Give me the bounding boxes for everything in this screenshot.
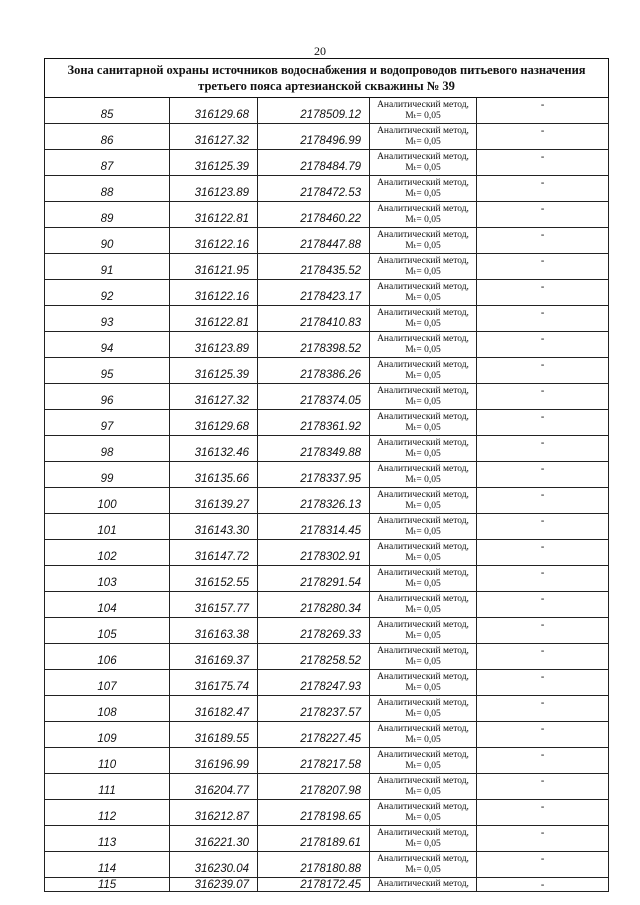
note-cell: -: [477, 540, 609, 566]
note-cell: -: [477, 332, 609, 358]
note-cell: -: [477, 722, 609, 748]
table-row: [45, 878, 609, 892]
point-number-cell: 107: [45, 670, 170, 696]
y-coordinate-cell: 2178280.34: [258, 592, 370, 618]
note-cell: -: [477, 800, 609, 826]
y-coordinate-cell: 2178447.88: [258, 228, 370, 254]
x-coordinate-cell: 316221.30: [170, 826, 258, 852]
method-name: Аналитический метод,: [377, 151, 469, 162]
point-number-cell: 103: [45, 566, 170, 592]
point-number-cell: 90: [45, 228, 170, 254]
y-coordinate-cell: 2178326.13: [258, 488, 370, 514]
note-cell: -: [477, 280, 609, 306]
method-name: Аналитический метод,: [377, 489, 469, 500]
table-row: [45, 566, 609, 592]
x-coordinate-cell: 316123.89: [170, 176, 258, 202]
x-coordinate-cell: 316196.99: [170, 748, 258, 774]
x-coordinate-cell: 316152.55: [170, 566, 258, 592]
y-coordinate-cell: 2178302.91: [258, 540, 370, 566]
x-coordinate-cell: 316125.39: [170, 150, 258, 176]
method-name: Аналитический метод,: [377, 879, 469, 889]
method-cell: [370, 436, 477, 462]
method-cell: [370, 202, 477, 228]
method-accuracy: Mₜ= 0,05: [405, 318, 441, 329]
method-cell: [370, 462, 477, 488]
method-name: Аналитический метод,: [377, 281, 469, 292]
table-row: [45, 826, 609, 852]
note-cell: -: [477, 124, 609, 150]
method-cell: [370, 800, 477, 826]
method-name: Аналитический метод,: [377, 463, 469, 474]
note-cell: -: [477, 696, 609, 722]
method-cell: [370, 852, 477, 878]
method-accuracy: Mₜ= 0,05: [405, 864, 441, 875]
table-row: [45, 514, 609, 540]
point-number-cell: 96: [45, 384, 170, 410]
table-row: [45, 332, 609, 358]
x-coordinate-cell: 316169.37: [170, 644, 258, 670]
table-row: [45, 202, 609, 228]
note-cell: -: [477, 98, 609, 124]
x-coordinate-cell: 316189.55: [170, 722, 258, 748]
method-cell: [370, 98, 477, 124]
method-name: Аналитический метод,: [377, 723, 469, 734]
header-title-line2: третьего пояса артезианской скважины № 39: [198, 79, 455, 93]
y-coordinate-cell: 2178180.88: [258, 852, 370, 878]
y-coordinate-cell: 2178291.54: [258, 566, 370, 592]
x-coordinate-cell: 316132.46: [170, 436, 258, 462]
table-row: [45, 592, 609, 618]
y-coordinate-cell: 2178172.45: [258, 878, 370, 892]
point-number-cell: 102: [45, 540, 170, 566]
table-row: [45, 774, 609, 800]
table-row: [45, 306, 609, 332]
point-number-cell: 113: [45, 826, 170, 852]
method-cell: [370, 748, 477, 774]
note-cell: -: [477, 306, 609, 332]
note-cell: -: [477, 436, 609, 462]
method-name: Аналитический метод,: [377, 671, 469, 682]
y-coordinate-cell: 2178349.88: [258, 436, 370, 462]
method-cell: [370, 696, 477, 722]
note-cell: -: [477, 826, 609, 852]
method-accuracy: Mₜ= 0,05: [405, 734, 441, 745]
x-coordinate-cell: 316122.81: [170, 306, 258, 332]
note-cell: -: [477, 774, 609, 800]
x-coordinate-cell: 316122.81: [170, 202, 258, 228]
y-coordinate-cell: 2178361.92: [258, 410, 370, 436]
table-row: [45, 618, 609, 644]
y-coordinate-cell: 2178217.58: [258, 748, 370, 774]
point-number-cell: 86: [45, 124, 170, 150]
method-accuracy: Mₜ= 0,05: [405, 292, 441, 303]
method-accuracy: Mₜ= 0,05: [405, 552, 441, 563]
table-header: [45, 59, 609, 98]
method-name: Аналитический метод,: [377, 125, 469, 136]
x-coordinate-cell: 316147.72: [170, 540, 258, 566]
note-cell: -: [477, 592, 609, 618]
method-name: Аналитический метод,: [377, 411, 469, 422]
method-cell: [370, 228, 477, 254]
table-body: [45, 98, 609, 892]
method-name: Аналитический метод,: [377, 801, 469, 812]
method-cell: [370, 878, 477, 892]
y-coordinate-cell: 2178423.17: [258, 280, 370, 306]
method-accuracy: Mₜ= 0,05: [405, 682, 441, 693]
method-cell: [370, 540, 477, 566]
x-coordinate-cell: 316121.95: [170, 254, 258, 280]
method-accuracy: Mₜ= 0,05: [405, 812, 441, 823]
y-coordinate-cell: 2178207.98: [258, 774, 370, 800]
y-coordinate-cell: 2178237.57: [258, 696, 370, 722]
x-coordinate-cell: 316212.87: [170, 800, 258, 826]
y-coordinate-cell: 2178269.33: [258, 618, 370, 644]
x-coordinate-cell: 316123.89: [170, 332, 258, 358]
method-accuracy: Mₜ= 0,05: [405, 708, 441, 719]
method-cell: [370, 410, 477, 436]
table-row: [45, 800, 609, 826]
method-accuracy: Mₜ= 0,05: [405, 500, 441, 511]
note-cell: -: [477, 410, 609, 436]
method-accuracy: Mₜ= 0,05: [405, 396, 441, 407]
note-cell: -: [477, 618, 609, 644]
method-cell: [370, 514, 477, 540]
table-row: [45, 124, 609, 150]
y-coordinate-cell: 2178509.12: [258, 98, 370, 124]
x-coordinate-cell: 316143.30: [170, 514, 258, 540]
x-coordinate-cell: 316122.16: [170, 280, 258, 306]
x-coordinate-cell: 316135.66: [170, 462, 258, 488]
y-coordinate-cell: 2178227.45: [258, 722, 370, 748]
table-row: [45, 644, 609, 670]
method-cell: [370, 254, 477, 280]
x-coordinate-cell: 316125.39: [170, 358, 258, 384]
method-cell: [370, 618, 477, 644]
note-cell: -: [477, 228, 609, 254]
note-cell: -: [477, 852, 609, 878]
table-row: [45, 410, 609, 436]
method-accuracy: Mₜ= 0,05: [405, 474, 441, 485]
point-number-cell: 109: [45, 722, 170, 748]
note-cell: -: [477, 748, 609, 774]
method-name: Аналитический метод,: [377, 203, 469, 214]
method-cell: [370, 150, 477, 176]
method-cell: [370, 670, 477, 696]
point-number-cell: 112: [45, 800, 170, 826]
method-name: Аналитический метод,: [377, 541, 469, 552]
x-coordinate-cell: 316239.07: [170, 878, 258, 892]
method-accuracy: Mₜ= 0,05: [405, 266, 441, 277]
y-coordinate-cell: 2178314.45: [258, 514, 370, 540]
point-number-cell: 98: [45, 436, 170, 462]
point-number-cell: 95: [45, 358, 170, 384]
method-accuracy: Mₜ= 0,05: [405, 188, 441, 199]
x-coordinate-cell: 316230.04: [170, 852, 258, 878]
point-number-cell: 88: [45, 176, 170, 202]
method-accuracy: Mₜ= 0,05: [405, 344, 441, 355]
method-cell: [370, 332, 477, 358]
x-coordinate-cell: 316127.32: [170, 384, 258, 410]
x-coordinate-cell: 316204.77: [170, 774, 258, 800]
method-name: Аналитический метод,: [377, 697, 469, 708]
method-accuracy: Mₜ= 0,05: [405, 526, 441, 537]
method-name: Аналитический метод,: [377, 99, 469, 110]
y-coordinate-cell: 2178198.65: [258, 800, 370, 826]
method-cell: [370, 566, 477, 592]
point-number-cell: 114: [45, 852, 170, 878]
note-cell: -: [477, 176, 609, 202]
point-number-cell: 106: [45, 644, 170, 670]
method-name: Аналитический метод,: [377, 255, 469, 266]
x-coordinate-cell: 316122.16: [170, 228, 258, 254]
y-coordinate-cell: 2178247.93: [258, 670, 370, 696]
note-cell: -: [477, 150, 609, 176]
method-name: Аналитический метод,: [377, 853, 469, 864]
y-coordinate-cell: 2178398.52: [258, 332, 370, 358]
method-name: Аналитический метод,: [377, 749, 469, 760]
method-accuracy: Mₜ= 0,05: [405, 838, 441, 849]
method-accuracy: Mₜ= 0,05: [405, 370, 441, 381]
point-number-cell: 105: [45, 618, 170, 644]
y-coordinate-cell: 2178472.53: [258, 176, 370, 202]
x-coordinate-cell: 316129.68: [170, 98, 258, 124]
note-cell: -: [477, 358, 609, 384]
table-row: [45, 748, 609, 774]
method-name: Аналитический метод,: [377, 229, 469, 240]
table-row: [45, 436, 609, 462]
x-coordinate-cell: 316139.27: [170, 488, 258, 514]
method-cell: [370, 774, 477, 800]
point-number-cell: 94: [45, 332, 170, 358]
point-number-cell: 104: [45, 592, 170, 618]
point-number-cell: 110: [45, 748, 170, 774]
note-cell: -: [477, 384, 609, 410]
y-coordinate-cell: 2178484.79: [258, 150, 370, 176]
method-cell: [370, 384, 477, 410]
x-coordinate-cell: 316157.77: [170, 592, 258, 618]
point-number-cell: 97: [45, 410, 170, 436]
y-coordinate-cell: 2178410.83: [258, 306, 370, 332]
method-name: Аналитический метод,: [377, 307, 469, 318]
point-number-cell: 101: [45, 514, 170, 540]
method-accuracy: Mₜ= 0,05: [405, 760, 441, 771]
table-row: [45, 670, 609, 696]
y-coordinate-cell: 2178374.05: [258, 384, 370, 410]
point-number-cell: 108: [45, 696, 170, 722]
note-cell: -: [477, 566, 609, 592]
y-coordinate-cell: 2178386.26: [258, 358, 370, 384]
x-coordinate-cell: 316163.38: [170, 618, 258, 644]
point-number-cell: 89: [45, 202, 170, 228]
method-cell: [370, 176, 477, 202]
method-accuracy: Mₜ= 0,05: [405, 136, 441, 147]
method-name: Аналитический метод,: [377, 567, 469, 578]
table-row: [45, 696, 609, 722]
x-coordinate-cell: 316182.47: [170, 696, 258, 722]
coordinates-table: [44, 58, 609, 892]
note-cell: -: [477, 488, 609, 514]
method-cell: [370, 280, 477, 306]
note-cell: -: [477, 254, 609, 280]
y-coordinate-cell: 2178258.52: [258, 644, 370, 670]
method-cell: [370, 722, 477, 748]
method-name: Аналитический метод,: [377, 177, 469, 188]
method-name: Аналитический метод,: [377, 359, 469, 370]
method-accuracy: Mₜ= 0,05: [405, 604, 441, 615]
method-name: Аналитический метод,: [377, 385, 469, 396]
table-row: [45, 722, 609, 748]
method-accuracy: Mₜ= 0,05: [405, 214, 441, 225]
method-accuracy: Mₜ= 0,05: [405, 240, 441, 251]
point-number-cell: 85: [45, 98, 170, 124]
method-accuracy: Mₜ= 0,05: [405, 786, 441, 797]
table-row: [45, 384, 609, 410]
method-name: Аналитический метод,: [377, 515, 469, 526]
note-cell: -: [477, 644, 609, 670]
method-name: Аналитический метод,: [377, 593, 469, 604]
method-accuracy: Mₜ= 0,05: [405, 448, 441, 459]
table-row: [45, 150, 609, 176]
note-cell: -: [477, 202, 609, 228]
table-row: [45, 852, 609, 878]
note-cell: -: [477, 878, 609, 892]
method-name: Аналитический метод,: [377, 619, 469, 630]
table-row: [45, 540, 609, 566]
method-cell: [370, 306, 477, 332]
x-coordinate-cell: 316127.32: [170, 124, 258, 150]
table-row: [45, 176, 609, 202]
method-name: Аналитический метод,: [377, 827, 469, 838]
method-name: Аналитический метод,: [377, 333, 469, 344]
method-accuracy: Mₜ= 0,05: [405, 656, 441, 667]
point-number-cell: 91: [45, 254, 170, 280]
y-coordinate-cell: 2178460.22: [258, 202, 370, 228]
method-accuracy: Mₜ= 0,05: [405, 422, 441, 433]
point-number-cell: 87: [45, 150, 170, 176]
x-coordinate-cell: 316175.74: [170, 670, 258, 696]
method-cell: [370, 644, 477, 670]
y-coordinate-cell: 2178337.95: [258, 462, 370, 488]
method-accuracy: Mₜ= 0,05: [405, 578, 441, 589]
page-number: 20: [314, 44, 326, 58]
table-row: [45, 254, 609, 280]
table-row: [45, 98, 609, 124]
method-cell: [370, 488, 477, 514]
coordinates-table-wrap: [44, 58, 608, 892]
method-accuracy: Mₜ= 0,05: [405, 162, 441, 173]
y-coordinate-cell: 2178496.99: [258, 124, 370, 150]
point-number-cell: 99: [45, 462, 170, 488]
point-number-cell: 115: [45, 878, 170, 892]
point-number-cell: 92: [45, 280, 170, 306]
method-name: Аналитический метод,: [377, 775, 469, 786]
x-coordinate-cell: 316129.68: [170, 410, 258, 436]
table-row: [45, 488, 609, 514]
y-coordinate-cell: 2178189.61: [258, 826, 370, 852]
method-cell: [370, 826, 477, 852]
y-coordinate-cell: 2178435.52: [258, 254, 370, 280]
table-row: [45, 280, 609, 306]
method-name: Аналитический метод,: [377, 437, 469, 448]
note-cell: -: [477, 514, 609, 540]
note-cell: -: [477, 462, 609, 488]
method-name: Аналитический метод,: [377, 645, 469, 656]
method-accuracy: Mₜ= 0,05: [405, 630, 441, 641]
note-cell: -: [477, 670, 609, 696]
table-row: [45, 462, 609, 488]
method-cell: [370, 592, 477, 618]
method-cell: [370, 358, 477, 384]
table-row: [45, 358, 609, 384]
header-title-line1: Зона санитарной охраны источников водоснабжения и водопроводов питьевого назначения: [67, 63, 586, 77]
point-number-cell: 100: [45, 488, 170, 514]
method-accuracy: Mₜ= 0,05: [405, 110, 441, 121]
method-cell: [370, 124, 477, 150]
point-number-cell: 111: [45, 774, 170, 800]
table-row: [45, 228, 609, 254]
point-number-cell: 93: [45, 306, 170, 332]
